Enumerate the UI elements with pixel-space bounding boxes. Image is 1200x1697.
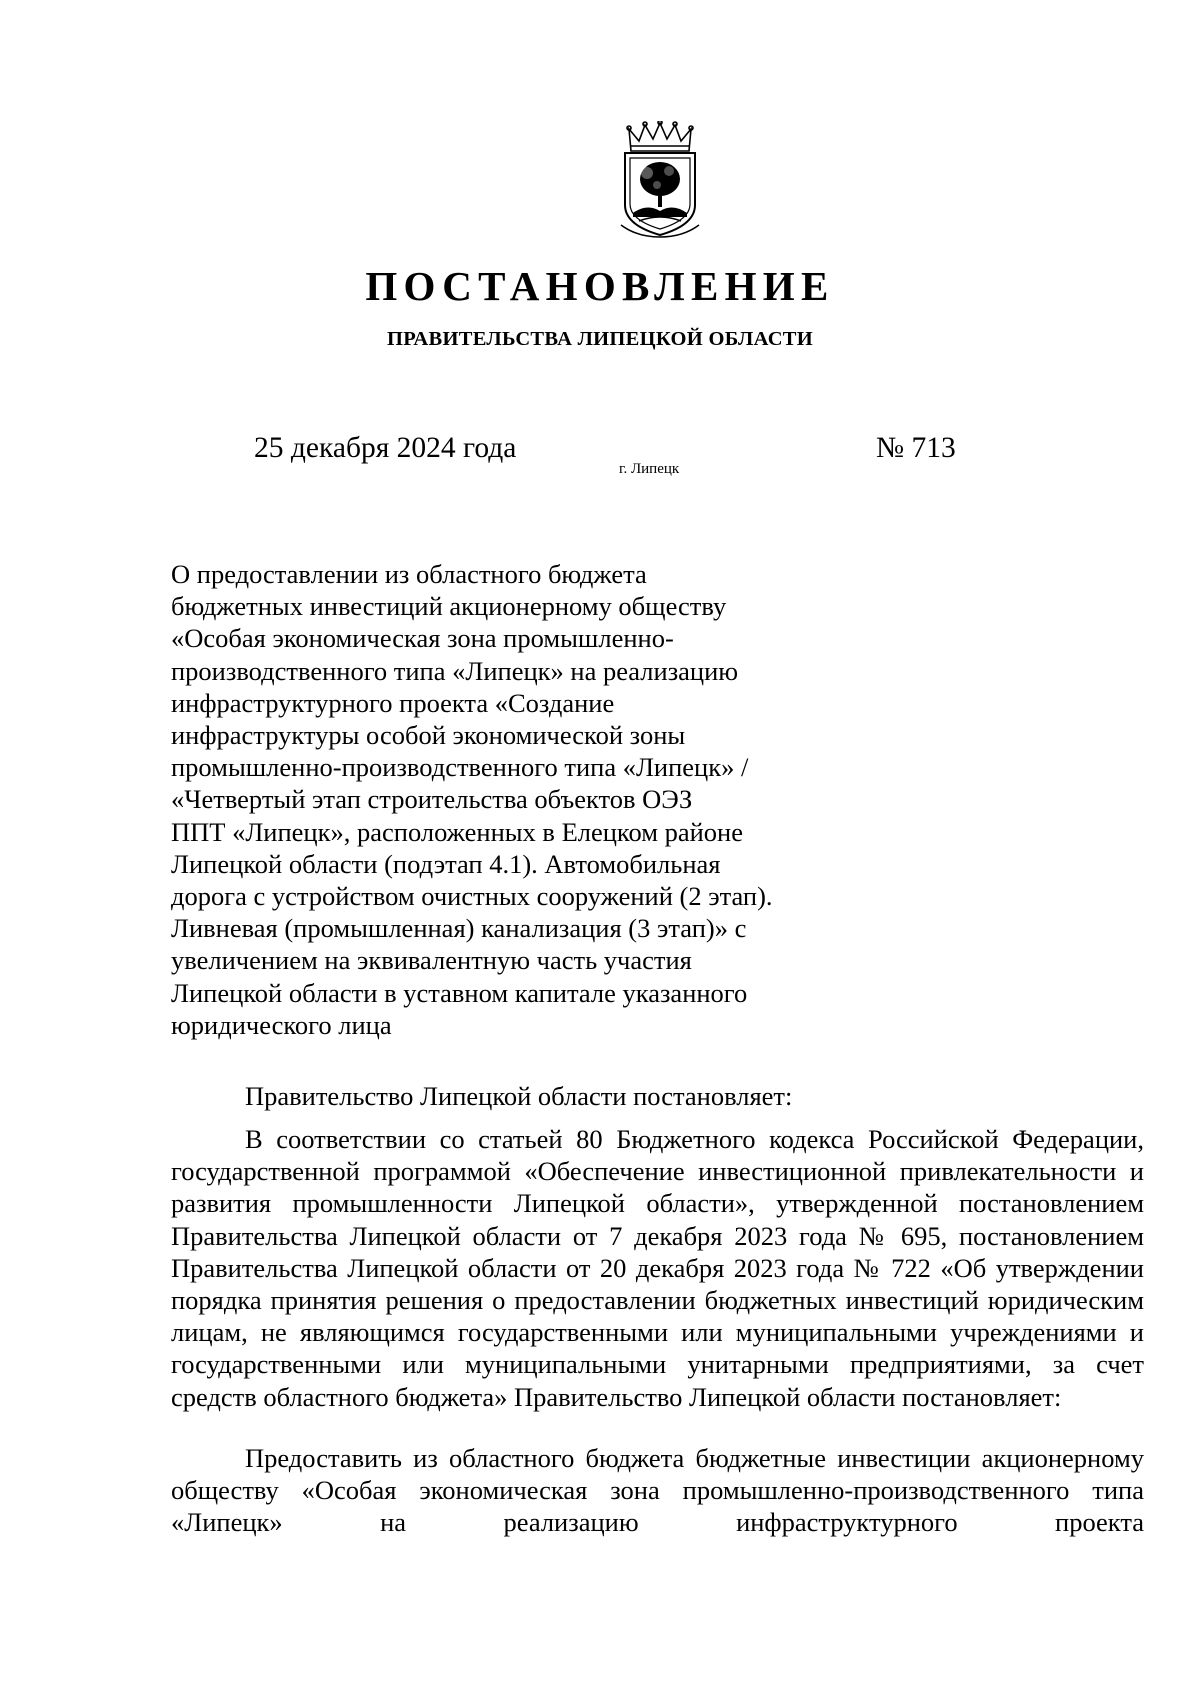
subject-line: Липецкой области (подэтап 4.1). Автомобильная: [171, 848, 721, 879]
subject-line: юридического лица: [171, 1009, 392, 1040]
subject-line: промышленно-производственного типа «Липецк» /: [171, 752, 749, 783]
preamble-paragraph: Правительство Липецкой области постановляет:: [245, 1081, 793, 1111]
subject-line: О предоставлении из областного бюджета: [171, 559, 647, 589]
subject-line: «Четвертый этап строительства объектов ОЭЗ: [171, 784, 693, 815]
subject-line: Липецкой области в уставном капитале указанного: [171, 977, 748, 1008]
subject-line: инфраструктурного проекта «Создание: [171, 687, 615, 718]
subject-line: Ливневая (промышленная) канализация (3 этап)» с: [171, 913, 747, 944]
body-paragraph-2: Предоставить из областного бюджета бюджетные инвестиции акционерному обществу «Особая экономическая зона промышленно-производственного типа «Липецк» на реализацию инфраструктурного проекта: [171, 1443, 1144, 1538]
document-city: г. Липецк: [619, 461, 680, 477]
document-title: ПОСТАНОВЛЕНИЕ: [365, 263, 835, 309]
document-date: 25 декабря 2024 года: [254, 432, 517, 464]
body-paragraph-1: В соответствии со статьей 80 Бюджетного кодекса Российской Федерации, государственной программой «Обеспечение инвестиционной привлекательности и развития промышленности Липецкой области», утвержденной постановлением Правительства Липецкой области от 7 декабря 2023 года № 695, постановлением Правительства Липецкой области от 20 декабря 2023 года № 722 «Об утверждении порядка принятия решения о предоставлении бюджетных инвестиций юридическим лицам, не являющимся государственными или муниципальными учреждениями и государственными или муниципальными унитарными предприятиями, за счет средств областного бюджета» Правительство Липецкой области постановляет:: [171, 1124, 1144, 1412]
document-subtitle: ПРАВИТЕЛЬСТВА ЛИПЕЦКОЙ ОБЛАСТИ: [386, 328, 814, 350]
subject-line: «Особая экономическая зона промышленно-: [171, 623, 674, 654]
subject-line: производственного типа «Липецк» на реализацию: [171, 655, 739, 686]
subject-line: инфраструктуры особой экономической зоны: [171, 720, 686, 751]
crown-icon: [627, 121, 693, 151]
document-number: № 713: [876, 432, 956, 464]
subject-line: бюджетных инвестиций акционерному обществу: [171, 591, 727, 622]
coat-of-arms-icon: [617, 121, 703, 239]
subject-line: увеличением на эквивалентную часть участия: [171, 945, 692, 976]
document-subject: [171, 558, 851, 1041]
subject-line: ППТ «Липецк», расположенных в Елецком районе: [171, 816, 743, 847]
tree-icon: [640, 162, 680, 207]
subject-line: дорога с устройством очистных сооружений (2 этап).: [171, 881, 773, 912]
